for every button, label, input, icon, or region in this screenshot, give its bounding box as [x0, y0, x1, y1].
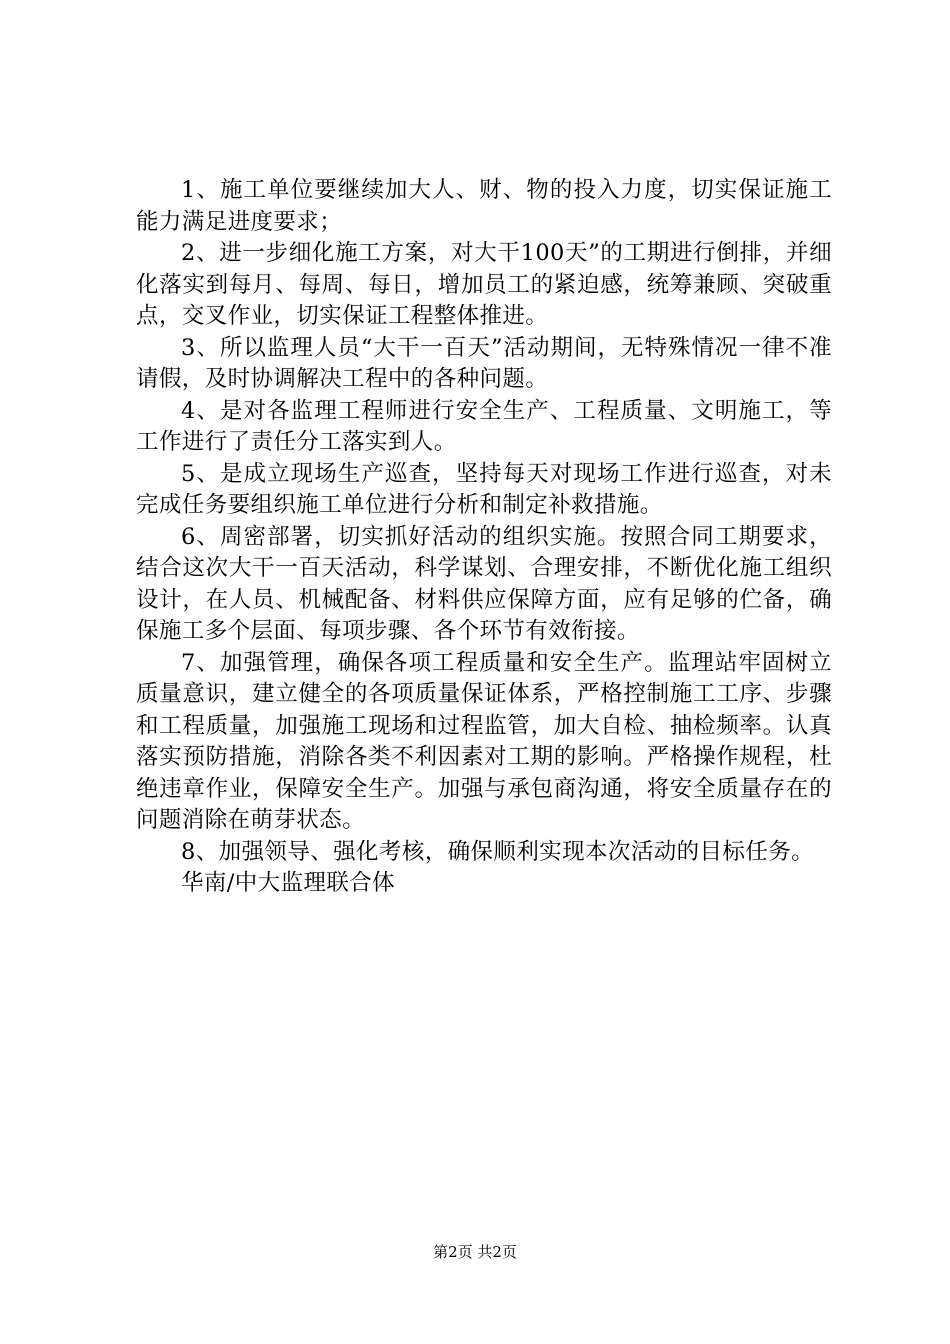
paragraph-1: 1、施工单位要继续加大人、财、物的投入力度，切实保证施工能力满足进度要求；	[136, 177, 832, 235]
signature: 华南/中大监理联合体	[181, 870, 396, 896]
page-footer: 第2页 共2页	[433, 1243, 517, 1261]
paragraph-8: 8、加强领导、强化考核，确保顺利实现本次活动的目标任务。	[181, 838, 815, 865]
paragraph-3: 3、所以监理人员“大干一百天”活动期间，无特殊情况一律不准请假，及时协调解决工程中的各种问题。	[136, 334, 832, 392]
paragraph-2: 2、进一步细化施工方案，对大干100天”的工期进行倒排，并细化落实到每月、每周、每日，增加员工的紧迫感，统筹兼顾、突破重点，交叉作业，切实保证工程整体推进。	[136, 240, 832, 329]
document-body	[136, 175, 832, 900]
paragraph-6: 6、周密部署，切实抓好活动的组织实施。按照合同工期要求，结合这次大干一百天活动，科学谋划、合理安排，不断优化施工组织设计，在人员、机械配备、材料供应保障方面，应有足够的伫备，确保施工多个层面、每项步骤、各个环节有效衔接。	[136, 523, 832, 644]
paragraph-5: 5、是成立现场生产巡查，坚持每天对现场工作进行巡查，对未完成任务要组织施工单位进行分析和制定补救措施。	[136, 460, 832, 518]
paragraph-4: 4、是对各监理工程师进行安全生产、工程质量、文明施工，等工作进行了责任分工落实到人。	[136, 397, 832, 455]
paragraph-7: 7、加强管理，确保各项工程质量和安全生产。监理站牢固树立质量意识，建立健全的各项质量保证体系，严格控制施工工序、步骤和工程质量，加强施工现场和过程监管，加大自检、抽检频率。认真落实预防措施，消除各类不利因素对工期的影响。严格操作规程，杜绝违章作业，保障安全生产。加强与承包商沟通，将安全质量存在的问题消除在萌芽状态。	[136, 649, 832, 833]
